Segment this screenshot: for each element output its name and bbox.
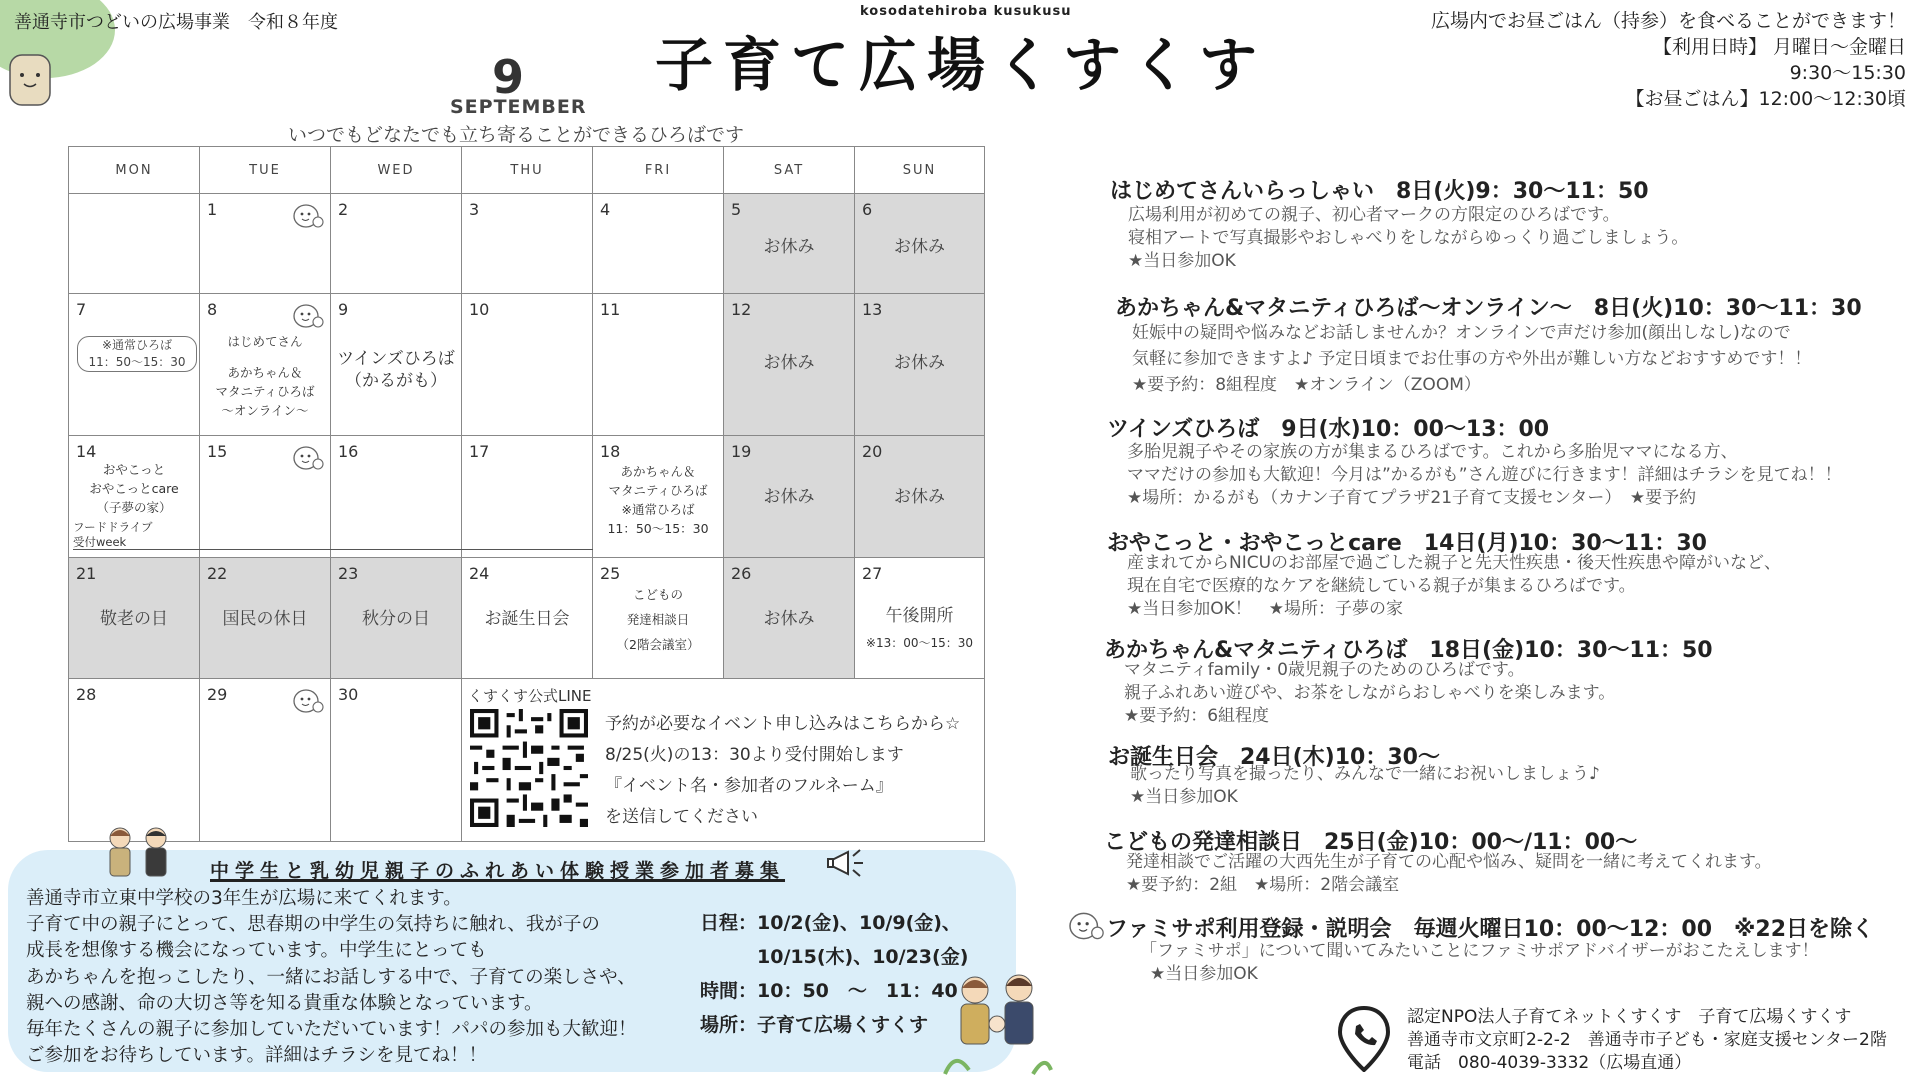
day-number: 19 (731, 442, 752, 461)
day-number: 27 (862, 564, 883, 583)
day-events (331, 348, 461, 392)
smiley-icon (292, 302, 324, 330)
smiley-icon (292, 687, 324, 715)
event-label: お誕生日会 (484, 608, 570, 629)
closed-label: お休み (894, 352, 945, 373)
calendar-table (68, 146, 985, 842)
day-number: 28 (76, 685, 97, 704)
panel-line: 親への感謝、命の大切さ等を知る貴重な体験となっています。 (26, 992, 543, 1014)
lunch-hours: 【お昼ごはん】12:00～12:30頃 (1625, 88, 1906, 110)
day-number: 12 (731, 300, 752, 319)
day-cell-30 (331, 679, 462, 842)
weekday-tue: TUE (200, 147, 331, 194)
closed-label: お休み (763, 486, 815, 507)
schedule-line: 10/15(木)、10/23(金) (700, 946, 969, 968)
schedule-line: 日程：10/2(金)、10/9(金)、 (700, 912, 961, 934)
month-name: SEPTEMBER (450, 96, 587, 118)
event-line: ★要予約：8組程度 ★オンライン（ZOOM） (1132, 375, 1481, 395)
day-number: 9 (338, 300, 349, 319)
event-description (1124, 659, 1615, 728)
closed-label: お休み (763, 352, 815, 373)
event-line: ★当日参加OK (1150, 964, 1258, 984)
food-drive-note (73, 520, 152, 550)
event-line: 現在自宅で医療的なケアを継続している親子が集まるひろばです。 (1127, 576, 1636, 596)
bubble-line: 11：50～15：30 (88, 355, 186, 369)
address: 善通寺市文京町2-2-2 善通寺市子ども・家庭支援センター2階 (1407, 1030, 1887, 1050)
weekday-mon: MON (69, 147, 200, 194)
day-events (69, 460, 199, 517)
event-line: ★要予約：6組程度 (1124, 706, 1270, 726)
event-label: フードドライブ (73, 520, 153, 534)
day-cell-22 (200, 558, 331, 679)
calendar-week-1 (69, 194, 985, 294)
event-label: あかちゃん＆ (227, 365, 303, 380)
location-pin-icon (1336, 1006, 1392, 1072)
holiday-label: 秋分の日 (362, 608, 430, 629)
smiley-icon (292, 444, 324, 472)
day-events (593, 462, 723, 538)
phone-number[interactable]: 電話 080-4039-3332（広場直通） (1407, 1053, 1692, 1073)
line-info-box (462, 679, 985, 842)
organization-name: 認定NPO法人子育てネットくすくす 子育て広場くすくす (1407, 1007, 1852, 1027)
schedule-line: 時間：10：50 ～ 11：40 (700, 980, 958, 1002)
weekday-thu: THU (462, 147, 593, 194)
day-number: 15 (207, 442, 228, 461)
closed-label: お休み (763, 608, 815, 629)
event-label: 11：50～15：30 (607, 521, 709, 536)
lunch-note: 広場内でお昼ごはん（持参）を食べることができます！ (1430, 10, 1906, 32)
event-description (1128, 204, 1688, 273)
contact-info (1407, 1006, 1887, 1075)
event-line: 歌ったり写真を撮ったり、みんなで一緒にお祝いしましょう♪ (1130, 764, 1600, 784)
event-label: おやこっと (102, 462, 166, 477)
bubble-line: ※通常ひろば (101, 338, 173, 352)
day-cell-11 (593, 294, 724, 436)
organization-label: 善通寺市つどいの広場事業 令和８年度 (14, 12, 338, 33)
day-number: 2 (338, 200, 349, 219)
event-title: お誕生日会 24日(木)10：30～ (1108, 745, 1440, 770)
day-number: 23 (338, 564, 359, 583)
event-title: ツインズひろば 9日(水)10：00～13：00 (1107, 417, 1550, 442)
day-cell-8 (200, 294, 331, 436)
line-instructions (605, 709, 960, 833)
event-line: ★当日参加OK！ ★場所：子夢の家 (1127, 599, 1404, 619)
day-cell-14 (69, 436, 200, 558)
smiley-icon (292, 202, 324, 230)
day-cell-12 (724, 294, 855, 436)
day-events (593, 582, 723, 657)
event-label: あかちゃん＆ (620, 464, 696, 479)
day-cell-18 (593, 436, 724, 558)
event-label: おやこっとcare (89, 481, 179, 496)
event-label: 発達相談日 (626, 612, 690, 627)
panel-line: 善通寺市立東中学校の3年生が広場に来てくれます。 (26, 888, 462, 909)
day-number: 21 (76, 564, 97, 583)
day-cell-3 (462, 194, 593, 294)
day-cell-27 (855, 558, 985, 679)
junior-high-title: 中学生と乳幼児親子のふれあい体験授業参加者募集 (210, 860, 786, 882)
line-qr-code[interactable] (470, 709, 588, 827)
day-cell-29 (200, 679, 331, 842)
day-cell-5 (724, 194, 855, 294)
day-cell-24 (462, 558, 593, 679)
panel-line: 成長を想像する機会になっています。中学生にとっても (26, 940, 487, 962)
event-line: 寝相アートで写真撮影やおしゃべりをしながらゆっくり過ごしましょう。 (1128, 228, 1689, 248)
event-label: （かるがも） (345, 371, 447, 391)
event-line: マタニティfamily・0歳児親子のためのひろばです。 (1124, 660, 1525, 680)
weekday-fri: FRI (593, 147, 724, 194)
event-line: 親子ふれあい遊びや、お茶をしながらおしゃべりを楽しみます。 (1124, 683, 1616, 703)
weekday-sun: SUN (855, 147, 985, 194)
day-number: 29 (207, 685, 228, 704)
day-number: 3 (469, 200, 480, 219)
day-events (200, 332, 330, 420)
day-cell-10 (462, 294, 593, 436)
day-cell-21 (69, 558, 200, 679)
day-number: 24 (469, 564, 490, 583)
day-cell-empty (69, 194, 200, 294)
student-holding-baby-illustration (935, 970, 1055, 1078)
event-line: ★当日参加OK (1130, 787, 1238, 807)
day-number: 4 (600, 200, 611, 219)
junior-high-schedule (700, 906, 968, 1042)
line-label: くすくす公式LINE (468, 687, 592, 705)
event-title: おやこっと・おやこっとcare 14日(月)10：30～11：30 (1107, 531, 1707, 556)
note-bubble (77, 336, 197, 372)
line-instruction-line: を送信してください (605, 807, 758, 827)
day-cell-23 (331, 558, 462, 679)
event-label: 受付week (73, 535, 127, 549)
event-line: 発達相談でご活躍の大西先生が子育ての心配や悩み、疑問を一緒に考えてくれます。 (1126, 852, 1772, 872)
event-description (1127, 552, 1781, 621)
day-number: 30 (338, 685, 359, 704)
day-number: 17 (469, 442, 490, 461)
day-cell-1 (200, 194, 331, 294)
day-number: 16 (338, 442, 359, 461)
title-romaji: kosodatehiroba kusukusu (860, 4, 1072, 19)
afternoon-open-label: 午後開所 (885, 606, 954, 627)
event-description (1127, 441, 1842, 510)
event-label: ツインズひろば (337, 349, 455, 369)
day-number: 22 (207, 564, 228, 583)
day-cell-25 (593, 558, 724, 679)
day-cell-28 (69, 679, 200, 842)
junior-high-description (26, 886, 637, 1069)
event-label: マタニティひろば (608, 483, 708, 498)
event-label: ※通常ひろば (621, 502, 695, 517)
page-title: 子育て広場くすくす (655, 31, 1268, 99)
closed-label: お休み (763, 236, 815, 257)
panel-line: ご参加をお待ちしています。詳細はチラシを見てね！！ (26, 1045, 488, 1067)
event-line: ママだけの参加も大歓迎！今月は”かるがも”さん遊びに行きます！詳細はチラシを見てね！！ (1127, 465, 1842, 485)
weekday-sat: SAT (724, 147, 855, 194)
megaphone-icon (826, 844, 868, 880)
line-instruction-line: 予約が必要なイベント申し込みはこちらから☆ (605, 714, 961, 734)
day-number: 13 (862, 300, 883, 319)
event-title: こどもの発達相談日 25日(金)10：00～/11：00～ (1104, 830, 1638, 855)
day-cell-9 (331, 294, 462, 436)
day-cell-17 (462, 436, 593, 558)
day-cell-13 (855, 294, 985, 436)
event-title: はじめてさんいらっしゃい 8日(火)9：30～11：50 (1110, 179, 1649, 204)
day-cell-7 (69, 294, 200, 436)
calendar-week-2 (69, 294, 985, 436)
smiley-icon (1066, 910, 1106, 942)
event-line: ★要予約：2組 ★場所：2階会議室 (1126, 875, 1400, 895)
day-number: 26 (731, 564, 752, 583)
event-description (1140, 940, 1819, 986)
weekday-header-row (69, 147, 985, 194)
line-instruction-line: 8/25(火)の13：30より受付開始します (605, 745, 904, 765)
day-number: 14 (76, 442, 97, 461)
panel-line: あかちゃんを抱っこしたり、一緒にお話しする中で、子育ての楽しさや、 (26, 966, 636, 988)
day-cell-16 (331, 436, 462, 558)
event-line: 広場利用が初めての親子、初心者マークの方限定のひろばです。 (1128, 205, 1620, 225)
event-title: あかちゃん&マタニティひろば 18日(金)10：30～11：50 (1104, 638, 1713, 663)
event-label: マタニティひろば (215, 384, 315, 399)
day-cell-4 (593, 194, 724, 294)
weekday-wed: WED (331, 147, 462, 194)
day-number: 10 (469, 300, 490, 319)
event-description (1126, 851, 1772, 897)
event-label (200, 351, 330, 363)
event-line: 気軽に参加できますよ♪ 予定日頃までお仕事の方や外出が難しい方などおすすめです！！ (1132, 349, 1812, 369)
event-label: こどもの (632, 587, 683, 602)
open-days: 【利用日時】 月曜日～金曜日 (1652, 36, 1906, 58)
day-cell-2 (331, 194, 462, 294)
event-line: ★当日参加OK (1128, 251, 1236, 271)
schedule-line: 場所：子育て広場くすくす (700, 1014, 929, 1036)
event-line: 多胎児親子やその家族の方が集まるひろばです。これから多胎児ママになる方、 (1127, 442, 1738, 462)
event-line: 産まれてからNICUのお部屋で過ごした親子と先天性疾患・後天性疾患や障がいなど、 (1127, 553, 1782, 573)
event-line: 「ファミサポ」について聞いてみたいことにファミサポアドバイザーがおこたえします！ (1140, 941, 1819, 961)
month-number: 9 (492, 50, 525, 104)
panel-line: 子育て中の親子にとって、思春期の中学生の気持ちに触れ、我が子の (26, 914, 600, 936)
event-line: ★場所：かるがも（カナン子育てプラザ21子育て支援センター） ★要予約 (1127, 488, 1697, 508)
day-number: 1 (207, 200, 218, 219)
day-cell-6 (855, 194, 985, 294)
day-cell-19 (724, 436, 855, 558)
closed-label: お休み (894, 486, 945, 507)
event-title: ファミサポ利用登録・説明会 毎週火曜日10：00～12：00 ※22日を除く (1106, 917, 1875, 942)
day-number: 25 (600, 564, 621, 583)
event-label: ～オンライン～ (221, 403, 309, 418)
calendar-week-3 (69, 436, 985, 558)
tagline: いつでもどなたでも立ち寄ることができるひろばです (288, 124, 745, 146)
day-number: 11 (600, 300, 621, 319)
event-label: はじめてさん (227, 334, 303, 349)
day-cell-15 (200, 436, 331, 558)
closed-label: お休み (894, 236, 945, 257)
day-cell-26 (724, 558, 855, 679)
event-label: （子夢の家） (96, 500, 172, 515)
day-number: 18 (600, 442, 621, 461)
day-number: 20 (862, 442, 883, 461)
event-title: あかちゃん&マタニティひろば～オンライン～ 8日(火)10：30～11：30 (1115, 296, 1862, 321)
day-number: 6 (862, 200, 873, 219)
calendar-week-4 (69, 558, 985, 679)
panel-line: 毎年たくさんの親子に参加していただいています！パパの参加も大歓迎！ (26, 1019, 637, 1041)
afternoon-hours: ※13：00～15：30 (865, 636, 974, 650)
day-number: 7 (76, 300, 87, 319)
event-description (1130, 763, 1600, 809)
holiday-label: 敬老の日 (100, 608, 168, 629)
students-illustration (100, 824, 180, 880)
line-instruction-line: 『イベント名・参加者のフルネーム』 (605, 776, 893, 796)
holiday-label: 国民の休日 (222, 608, 308, 629)
event-label: （2階会議室） (616, 637, 700, 652)
day-number: 8 (207, 300, 218, 319)
event-description (1132, 320, 1811, 398)
calendar-week-5 (69, 679, 985, 842)
day-number: 5 (731, 200, 742, 219)
day-cell-20 (855, 436, 985, 558)
open-hours: 9:30～15:30 (1789, 62, 1906, 84)
event-line: 妊娠中の疑問や悩みなどお話しませんか？オンラインで声だけ参加(顔出しなし)なので (1132, 323, 1791, 343)
hours-info (1431, 8, 1906, 112)
